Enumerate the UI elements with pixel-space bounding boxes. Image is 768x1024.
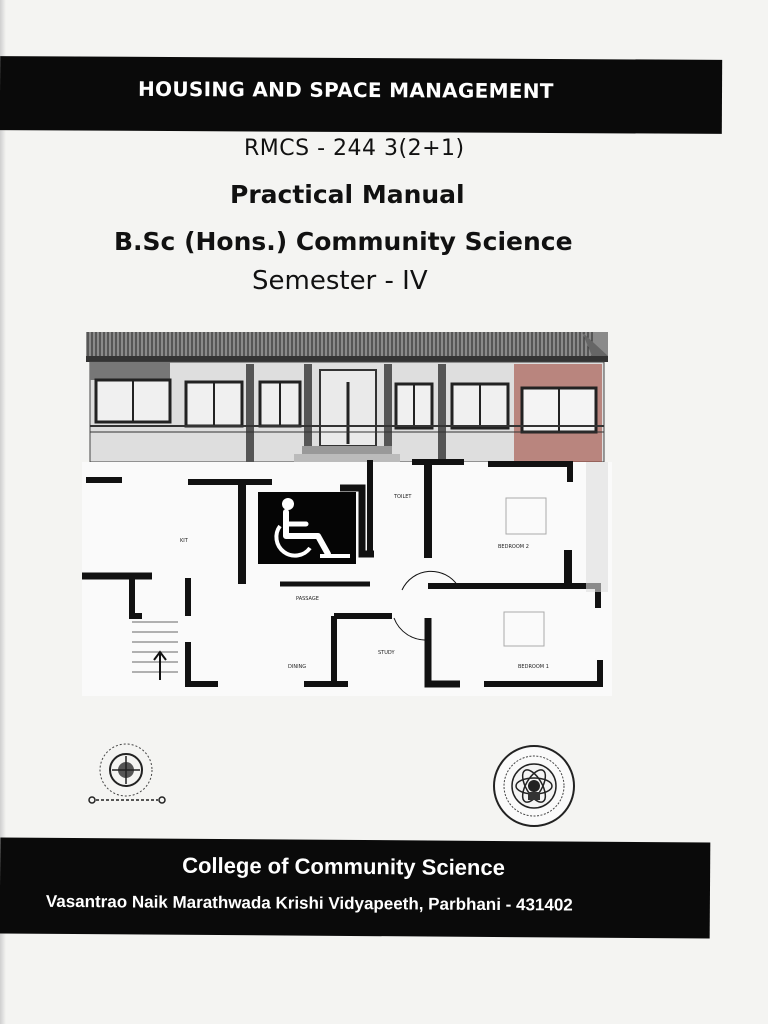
semester-label: Semester - IV [252,266,428,296]
footer-banner [0,838,710,939]
plan-label-dining: DINING [288,664,307,670]
subject-title: HOUSING AND SPACE MANAGEMENT [137,76,554,104]
college-name: College of Community Science [182,852,505,881]
house-elevation [86,332,608,462]
university-seal-icon [88,742,168,810]
house-plan-illustration [82,322,612,696]
college-seal-icon [488,744,580,830]
manual-title: Practical Manual [230,180,465,209]
wheelchair-icon [258,492,356,564]
course-code: RMCS - 244 3(2+1) [244,136,465,161]
plan-label-passage: PASSAGE [296,596,319,602]
title-banner [0,56,722,134]
plan-label-bedroom-2: BEDROOM 2 [498,544,529,550]
plan-label-kitchen: KIT [180,538,188,544]
plan-label-toilet: TOILET [394,494,412,500]
university-name: Vasantrao Naik Marathwada Krishi Vidyapeeth, Parbhani - 431402 [45,891,573,915]
degree-title: B.Sc (Hons.) Community Science [114,227,573,256]
plan-label-study: STUDY [378,650,395,656]
plan-label-bedroom-1: BEDROOM 1 [518,664,549,670]
